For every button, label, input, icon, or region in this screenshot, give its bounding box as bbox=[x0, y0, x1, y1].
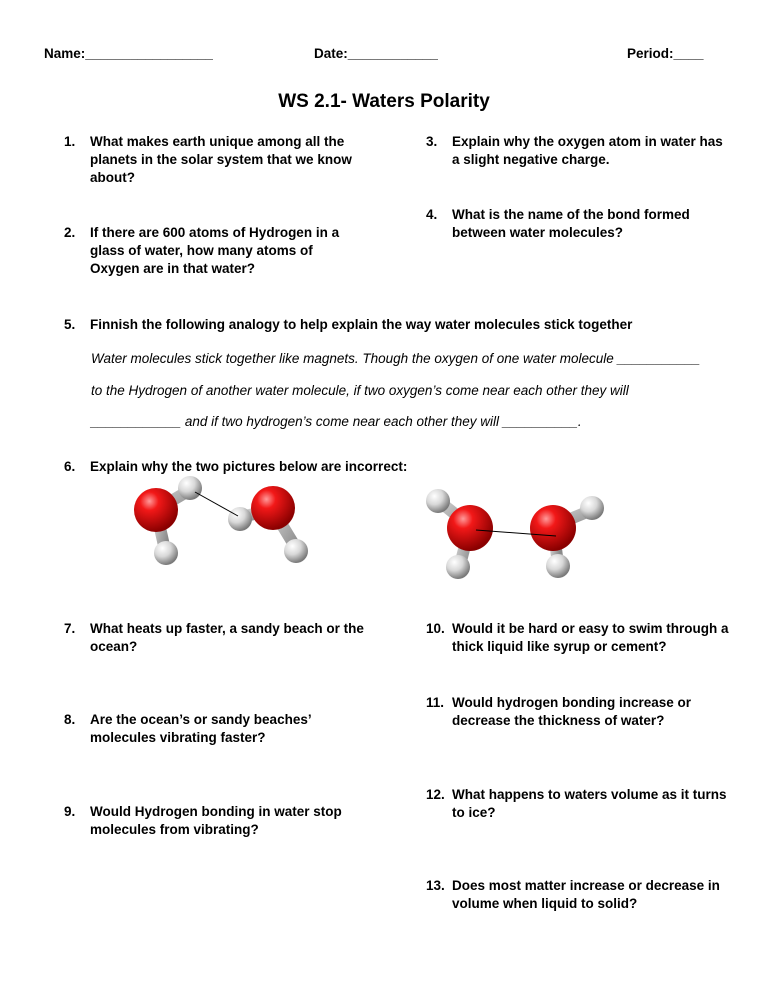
question-text: Are the ocean’s or sandy beaches’ molecules vibrating faster? bbox=[90, 712, 311, 745]
question-number: 7. bbox=[64, 621, 76, 636]
question-text: Does most matter increase or decrease in volume when liquid to solid? bbox=[452, 878, 720, 911]
analogy-line-2: to the Hydrogen of another water molecule, if two oxygen’s come near each other they will bbox=[91, 383, 629, 398]
question-text: Would Hydrogen bonding in water stop molecules from vibrating? bbox=[90, 804, 342, 837]
molecule-picture-right bbox=[426, 489, 604, 579]
question-text: What happens to waters volume as it turns to ice? bbox=[452, 787, 727, 820]
analogy-line-1: Water molecules stick together like magnets. Though the oxygen of one water molecule ___________ bbox=[91, 351, 701, 366]
question-text: What heats up faster, a sandy beach or the ocean? bbox=[90, 621, 364, 654]
question-number: 1. bbox=[64, 134, 76, 149]
question-text: Finnish the following analogy to help explain the way water molecules stick together bbox=[90, 317, 633, 332]
question-text: Explain why the oxygen atom in water has a slight negative charge. bbox=[452, 134, 723, 167]
question-text: Would it be hard or easy to swim through a thick liquid like syrup or cement? bbox=[452, 621, 729, 654]
question-number: 10. bbox=[426, 621, 445, 636]
question-number: 5. bbox=[64, 317, 76, 332]
question-number: 12. bbox=[426, 787, 445, 802]
question-number: 8. bbox=[64, 712, 76, 727]
question-number: 11. bbox=[426, 695, 445, 710]
question-text: What is the name of the bond formed between water molecules? bbox=[452, 207, 690, 240]
question-number: 6. bbox=[64, 459, 76, 474]
worksheet-title: WS 2.1- Waters Polarity bbox=[278, 91, 490, 112]
question-number: 13. bbox=[426, 878, 445, 893]
question-text: Explain why the two pictures below are incorrect: bbox=[90, 459, 408, 474]
question-number: 2. bbox=[64, 225, 76, 240]
period-field: Period:____ bbox=[627, 46, 704, 61]
name-field: Name:_________________ bbox=[44, 46, 213, 61]
question-number: 9. bbox=[64, 804, 76, 819]
molecule-picture-left bbox=[134, 476, 308, 565]
question-text: If there are 600 atoms of Hydrogen in a glass of water, how many atoms of Oxygen are in that water? bbox=[90, 225, 340, 276]
date-field: Date:____________ bbox=[314, 46, 438, 61]
molecule-figures bbox=[0, 470, 768, 590]
question-text: Would hydrogen bonding increase or decrease the thickness of water? bbox=[452, 695, 692, 728]
question-text: What makes earth unique among all the planets in the solar system that we know about? bbox=[90, 134, 352, 185]
question-number: 4. bbox=[426, 207, 438, 222]
analogy-line-3: ____________ and if two hydrogen’s come near each other they will __________. bbox=[91, 414, 582, 429]
question-number: 3. bbox=[426, 134, 438, 149]
